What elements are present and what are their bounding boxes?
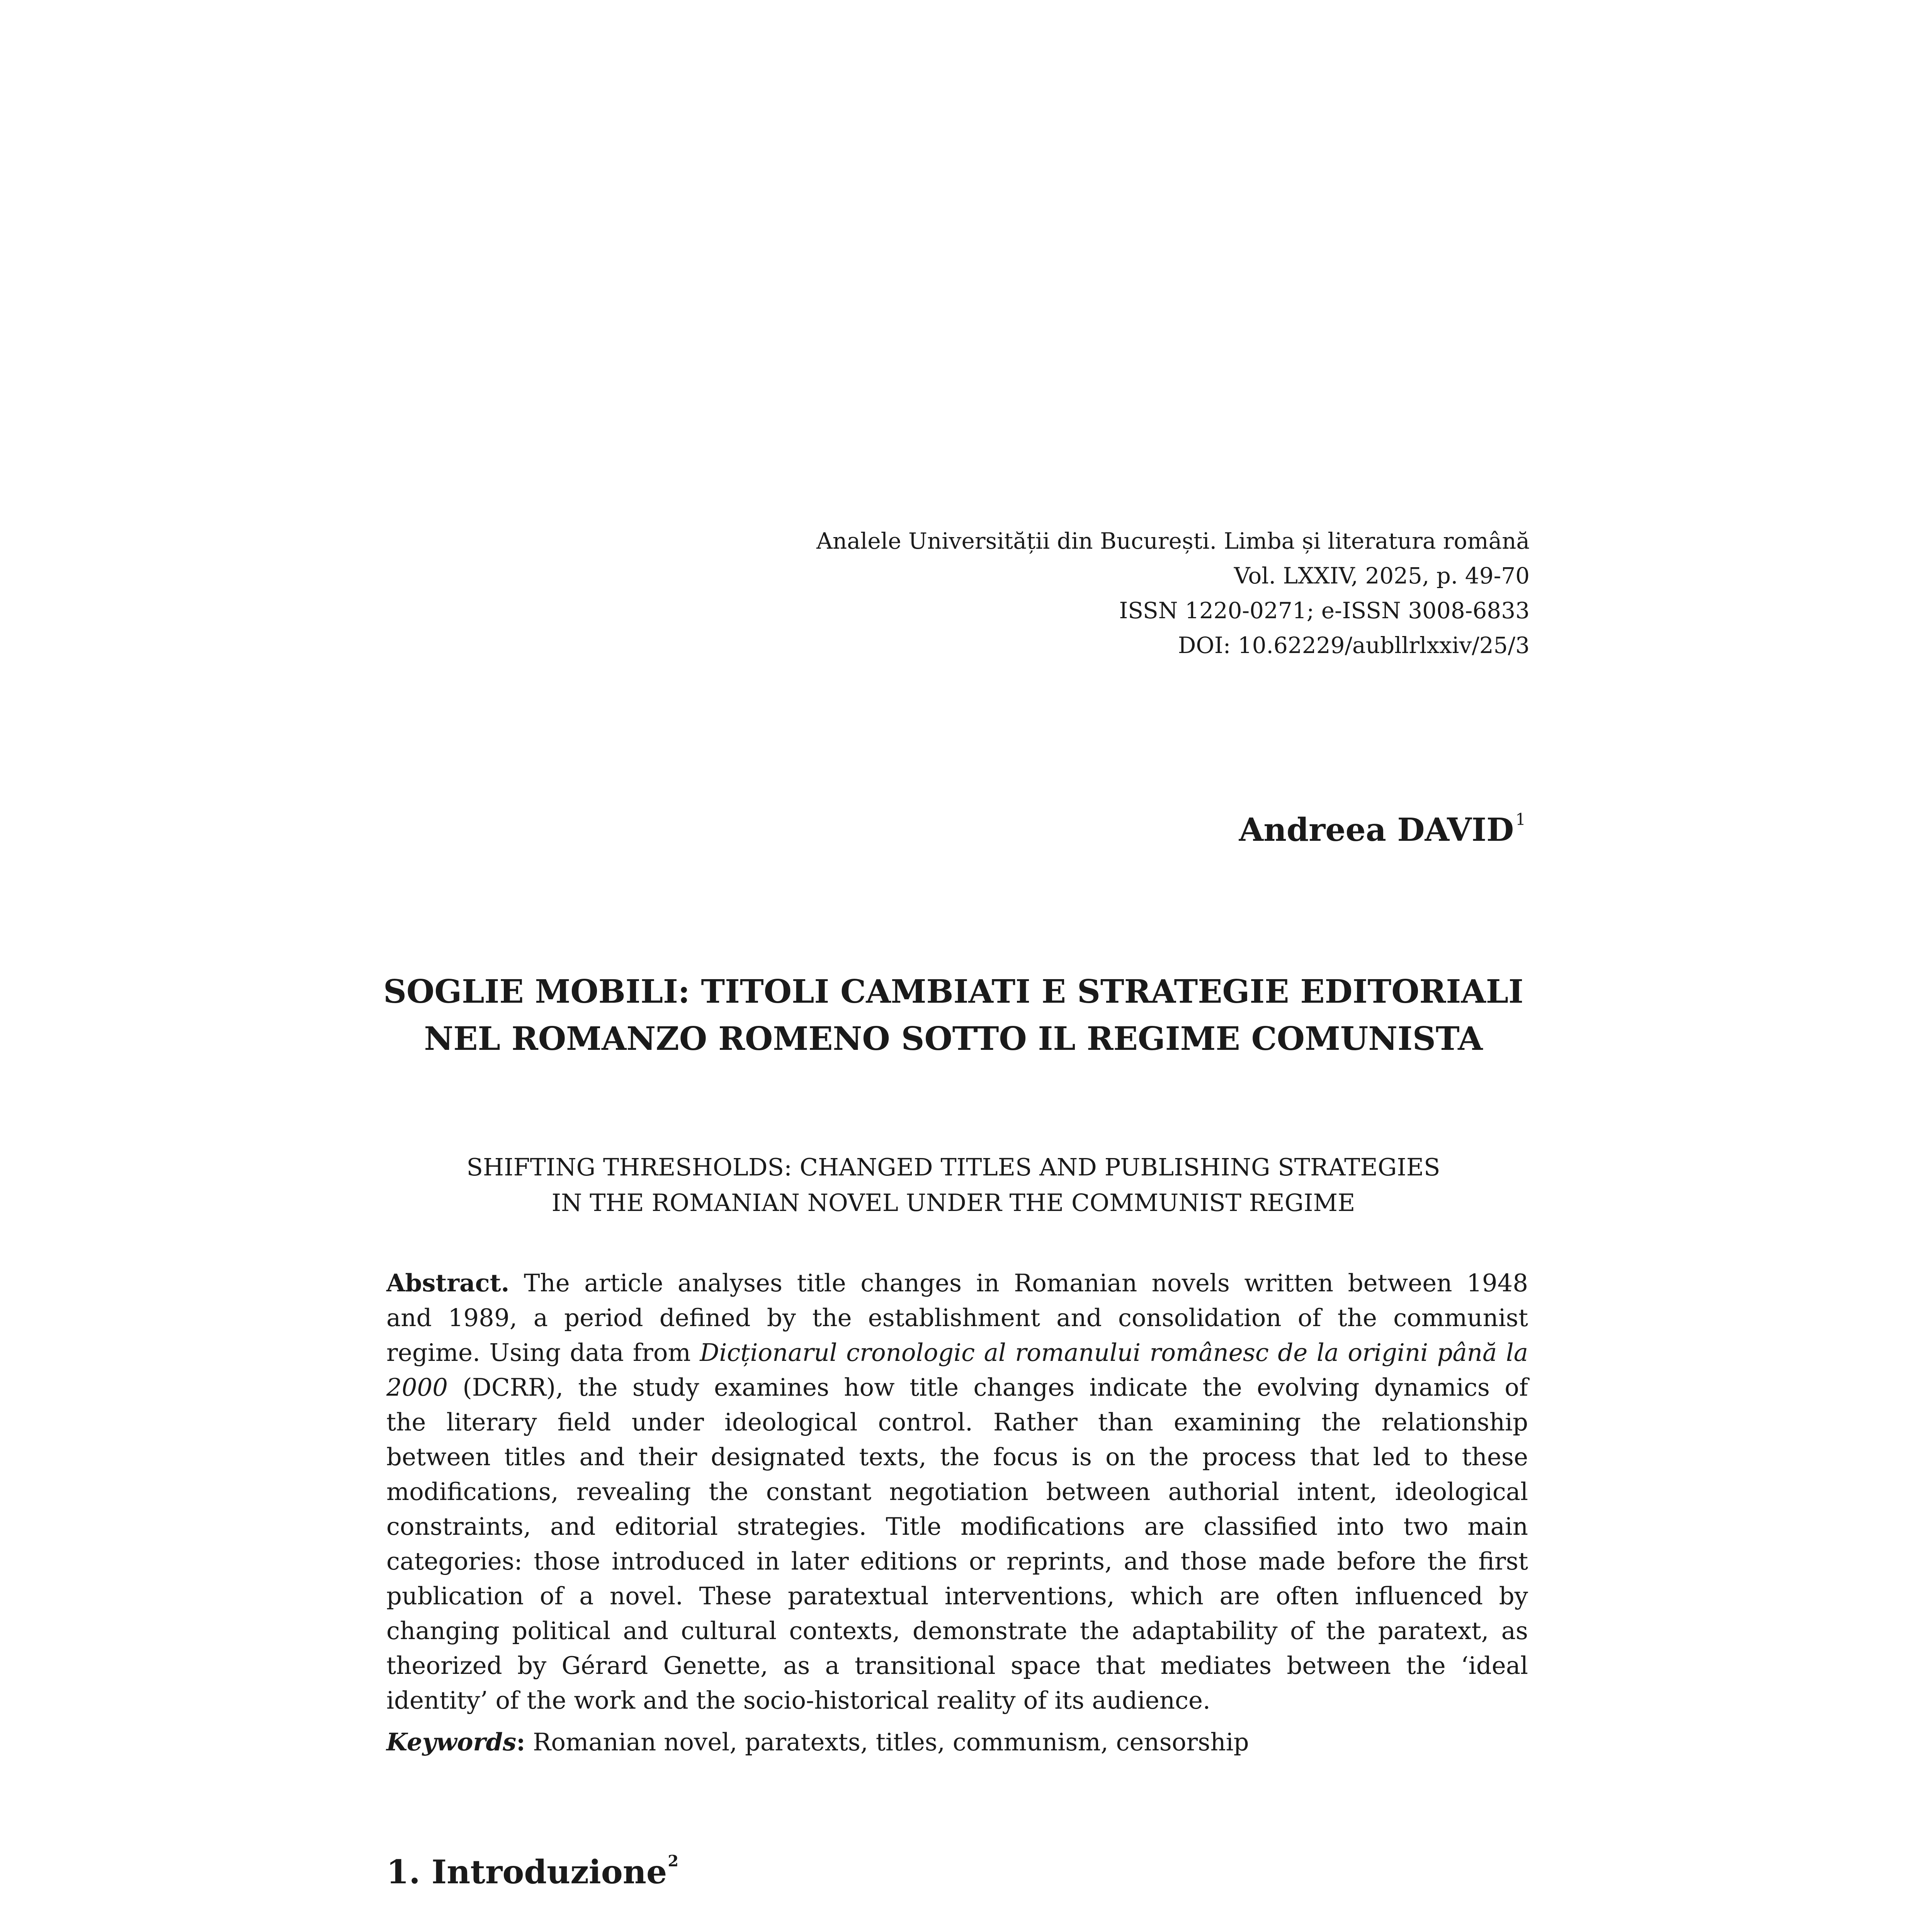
dictionary-title-end: 2000 bbox=[386, 1373, 448, 1401]
title-line-2: NEL ROMANZO ROMENO SOTTO IL REGIME COMUNISTA bbox=[424, 1020, 1483, 1058]
keywords: Keywords: Romanian novel, paratexts, titles, communism, censorship bbox=[386, 1728, 1249, 1756]
keywords-label: Keywords bbox=[386, 1728, 517, 1756]
abstract-line: regime. Using data from Dicționarul cronologic al romanului românesc de la origini până la bbox=[386, 1338, 1528, 1367]
subtitle-line-1: SHIFTING THRESHOLDS: CHANGED TITLES AND PUBLISHING STRATEGIES bbox=[466, 1153, 1440, 1181]
author-name-text: Andreea DAVID bbox=[1239, 811, 1514, 849]
abstract-line: theorized by Gérard Genette, as a transitional space that mediates between the ‘ideal bbox=[386, 1651, 1528, 1680]
abstract-line: modifications, revealing the constant negotiation between authorial intent, ideological bbox=[386, 1478, 1528, 1506]
abstract-line: between titles and their designated texts, the focus is on the process that led to these bbox=[386, 1443, 1528, 1471]
journal-volume: Vol. LXXIV, 2025, p. 49-70 bbox=[1234, 563, 1530, 589]
abstract-line: Abstract. The article analyses title changes in Romanian novels written between 1948 bbox=[386, 1269, 1528, 1297]
abstract-line: and 1989, a period defined by the establishment and consolidation of the communist bbox=[386, 1304, 1528, 1332]
abstract-line: 2000 (DCRR), the study examines how title changes indicate the evolving dynamics of bbox=[386, 1373, 1528, 1401]
subtitle-line-2: IN THE ROMANIAN NOVEL UNDER THE COMMUNIST REGIME bbox=[551, 1189, 1355, 1217]
abstract-line: the literary field under ideological control. Rather than examining the relationship bbox=[386, 1408, 1528, 1436]
article-title bbox=[383, 968, 1524, 1062]
abstract-line: identity’ of the work and the socio-historical reality of its audience. bbox=[386, 1686, 1210, 1714]
abstract-line: constraints, and editorial strategies. Title modifications are classified into two main bbox=[386, 1512, 1528, 1541]
journal-doi: DOI: 10.62229/aubllrlxxiv/25/3 bbox=[1178, 632, 1530, 658]
abstract-line: publication of a novel. These paratextual interventions, which are often influenced by bbox=[386, 1582, 1528, 1610]
author-name bbox=[1239, 811, 1526, 849]
keywords-text: Romanian novel, paratexts, titles, communism, censorship bbox=[525, 1728, 1249, 1756]
title-line-1: SOGLIE MOBILI: TITOLI CAMBIATI E STRATEGIE EDITORIALI bbox=[383, 973, 1523, 1010]
author-footnote-mark: 1 bbox=[1515, 810, 1526, 829]
abstract-label: Abstract. bbox=[386, 1269, 510, 1297]
article-subtitle bbox=[383, 1150, 1524, 1221]
abstract-line: changing political and cultural contexts, demonstrate the adaptability of the paratext, as bbox=[386, 1617, 1528, 1645]
journal-issn: ISSN 1220-0271; e-ISSN 3008-6833 bbox=[1119, 597, 1530, 624]
journal-header bbox=[602, 524, 1530, 663]
journal-title: Analele Universității din București. Limba și literatura română bbox=[816, 528, 1530, 554]
abstract bbox=[386, 1265, 1528, 1718]
abstract-line: categories: those introduced in later editions or reprints, and those made before the first bbox=[386, 1547, 1528, 1575]
dictionary-title: Dicționarul cronologic al romanului românesc de la origini până la bbox=[700, 1338, 1528, 1367]
section-heading: 1. Introduzione$^2$ bbox=[386, 1852, 679, 1891]
section-footnote-mark: 2 bbox=[668, 1852, 679, 1870]
